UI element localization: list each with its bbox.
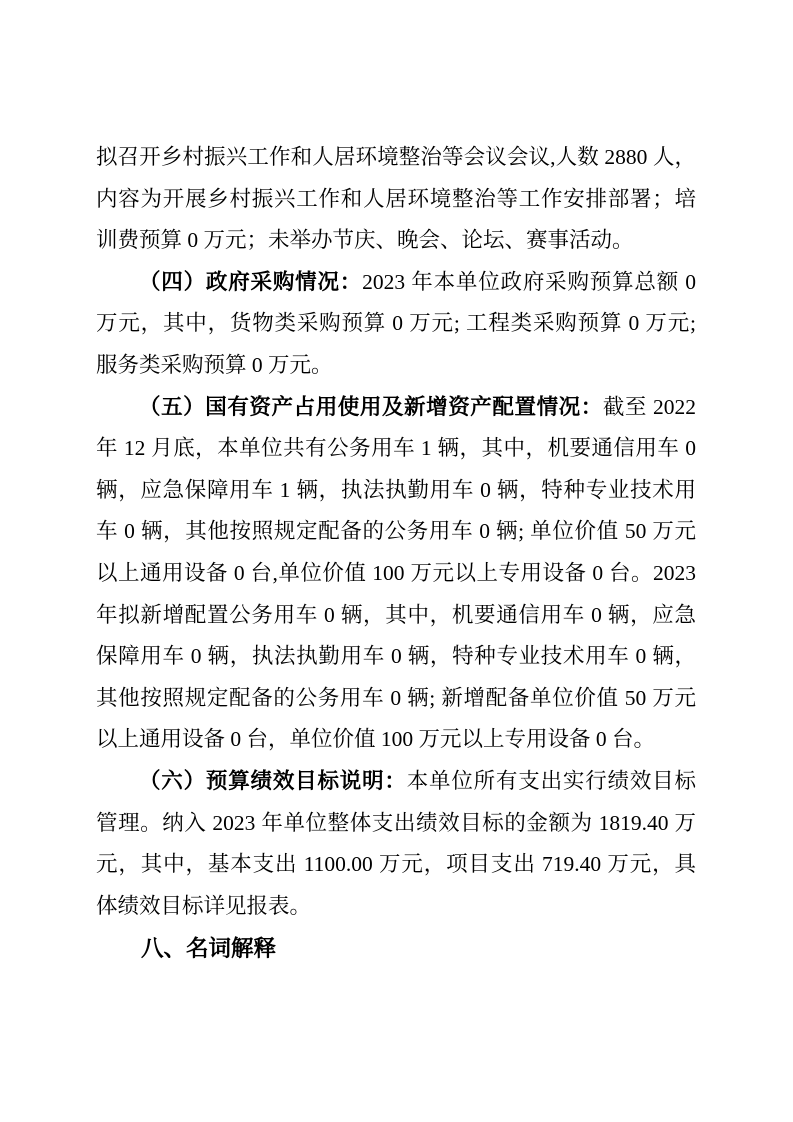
paragraph-text: 拟召开乡村振兴工作和人居环境整治等会议会议,人数 2880 人，内容为开展乡村振兴工作和人居环境整治等工作安排部署；培训费预算 0 万元；未举办节庆、晚会、论坛、赛事活动。 <box>96 145 696 253</box>
paragraph-text: 截至 2022 年 12 月底，本单位共有公务用车 1 辆，其中，机要通信用车 0 辆，应急保障用车 1 辆，执法执勤用车 0 辆，特种专业技术用车 0 辆，其他按照规定配备的公务用车 0 辆; 单位价值 50 万元以上通用设备 0 台,单位价值 100 万元以上专用设备 0 台。2023 年拟新增配置公务用车 0 辆，其中，机要通信用车 0 辆，应急保障用车 0 辆，执法执勤用车 0 辆，特种专业技术用车 0 辆，其他按照规定配备的公务用车 0 辆; 新增配备单位价值 50 万元以上通用设备 0 台，单位价值 100 万元以上专用设备 0 台。 <box>96 394 696 752</box>
paragraph-text: 2023 年本单位政府采购预算总额 0 万元，其中，货物类采购预算 0 万元; 工程类采购预算 0 万元; 服务类采购预算 0 万元。 <box>96 269 696 377</box>
paragraph-meeting-training-continuation <box>96 137 696 262</box>
section-5-label: （五）国有资产占用使用及新增资产配置情况： <box>139 394 603 419</box>
paragraph-section-6-performance-targets <box>96 761 696 927</box>
section-heading-glossary: 八、名词解释 <box>141 936 277 962</box>
paragraph-text: 本单位所有支出实行绩效目标管理。纳入 2023 年单位整体支出绩效目标的金额为 1819.40 万元，其中，基本支出 1100.00 万元，项目支出 719.40 万元，具体绩效目标详见报表。 <box>96 768 696 918</box>
section-4-label: （四）政府采购情况： <box>139 269 363 294</box>
document-body <box>96 137 696 971</box>
paragraph-section-5-state-assets <box>96 387 696 761</box>
paragraph-section-4-government-procurement <box>96 262 696 387</box>
section-6-label: （六）预算绩效目标说明： <box>139 768 407 793</box>
